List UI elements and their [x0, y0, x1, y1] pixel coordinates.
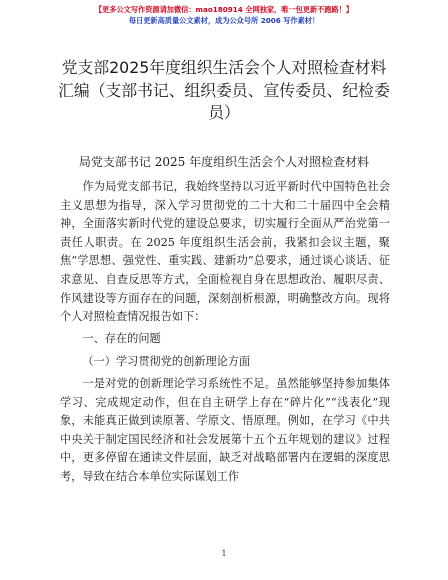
body-paragraph: 一是对党的创新理论学习系统性不足。虽然能够坚持参加集体学习、完成规定动作，但在自主研学上存在“碎片化”“浅表化”现象，未能真正做到读原著、学原文、悟原理。例如，在学习《中共中央关于制定国民经济和社会发展第十五个五年规划的建议》过程中，更多停留在通读文件层面，缺乏对战略部署内在逻辑的深度思考，导致在结合本单位实际谋划工作 [60, 376, 390, 483]
banner-line-red: 【更多公文写作资源请加微信：mao180914 全网独家，唯一包更新不跑路！】 [94, 5, 354, 14]
intro-paragraph: 作为局党支部书记，我始终坚持以习近平新时代中国特色社会主义思想为指导，深入学习贯彻党的二十大和二十届四中全会精神，全面落实新时代党的建设总要求，切实履行全面从严治党第一责任人职责。在 2025 年度组织生活会前，我紧扣会议主题，聚焦“学思想、强党性、重实践、建新功”总要求，通过谈心谈话、征求意见、自查反思等方式，全面检视自身在思想政治、履职尽责、作风建设等方面存在的问题，深刻剖析根源，明确整改方向。现将个人对照检查情况报告如下： [60, 180, 390, 324]
document-body [60, 178, 390, 487]
page-number: 1 [221, 549, 227, 558]
section-heading: 一、存在的问题 [82, 331, 161, 345]
subsection-heading: （一）学习贯彻党的创新理论方面 [82, 355, 251, 369]
promo-banner [0, 4, 448, 26]
document-subtitle: 局党支部书记 2025 年度组织生活会个人对照检查材料 [78, 155, 370, 169]
document-title: 党支部2025年度组织生活会个人对照检查材料汇编（支部书记、组织委员、宣传委员、纪检委员） [58, 58, 390, 122]
banner-line-blue: 每日更新高质量公文素材，成为公众号所 2006 写作素材！ [128, 16, 320, 25]
